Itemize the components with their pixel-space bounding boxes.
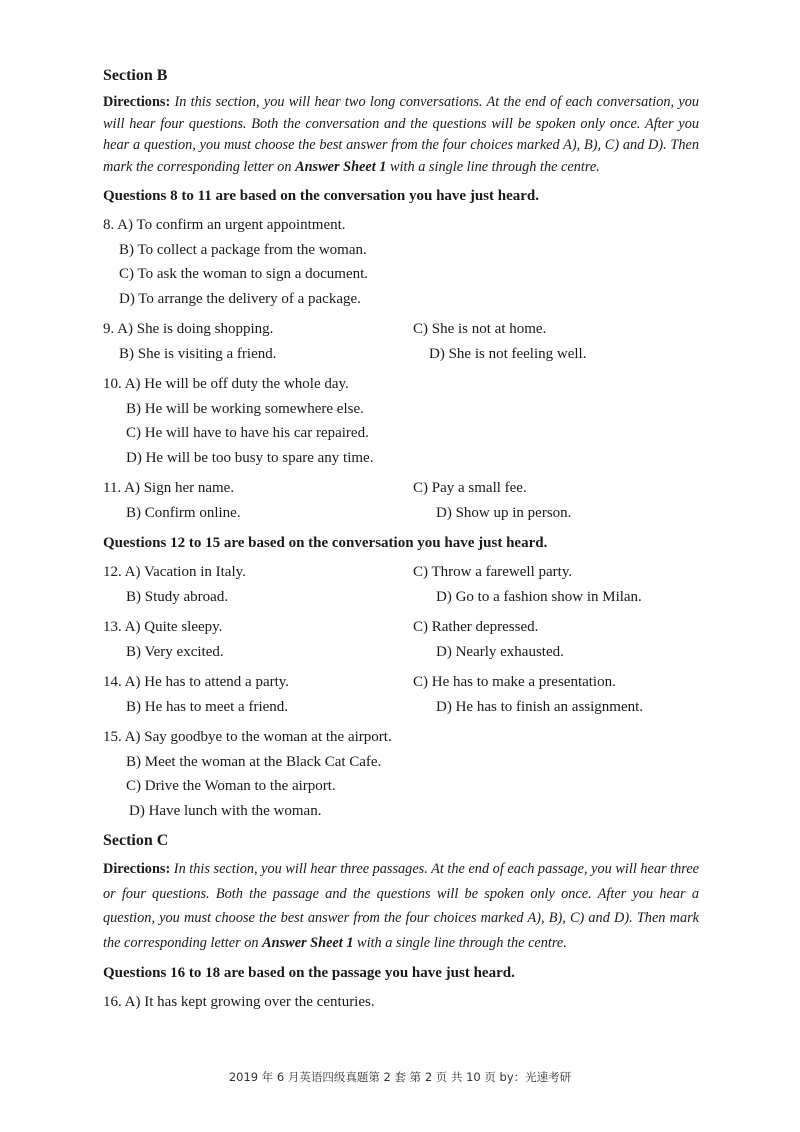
- option-c: C) Pay a small fee.: [413, 480, 527, 496]
- answer-sheet-ref: Answer Sheet 1: [295, 158, 387, 175]
- directions-label: Directions:: [103, 94, 171, 110]
- question-13: [103, 615, 699, 664]
- option-b: B) Very excited.: [126, 643, 224, 660]
- section-b-title: Section B: [103, 67, 168, 84]
- option-d: D) He will be too busy to spare any time.: [126, 449, 374, 466]
- directions-text: In this section, you will hear two long conversations. At the end of each conversation, you will hear four questions. Both the conversation and the questions will be spoken only once. After you hear a question, you must choose the best answer from the four choices marked A), B), C) and D). Then mark the corresponding letter on: [103, 94, 699, 175]
- option-a: 12. A) Vacation in Italy.: [103, 564, 246, 580]
- directions-label: Directions:: [103, 861, 171, 877]
- page-footer: 2019 年 6 月英语四级真题第 2 套 第 2 页 共 10 页 by：光速考研: [228, 1070, 572, 1084]
- option-c: C) He has to make a presentation.: [413, 674, 616, 690]
- group-heading-12-15: Questions 12 to 15 are based on the conversation you have just heard.: [103, 535, 548, 551]
- question-11: [103, 476, 699, 525]
- option-d: D) He has to finish an assignment.: [436, 698, 644, 715]
- option-d: D) Nearly exhausted.: [436, 643, 564, 660]
- option-a: 13. A) Quite sleepy.: [103, 619, 223, 635]
- section-c-directions: [103, 857, 699, 955]
- answer-sheet-ref: Answer Sheet 1: [262, 934, 354, 951]
- option-a: 10. A) He will be off duty the whole day.: [103, 376, 349, 392]
- option-d: D) She is not feeling well.: [429, 345, 587, 362]
- option-b: B) He has to meet a friend.: [126, 698, 289, 715]
- question-15: [103, 725, 699, 823]
- option-a: 16. A) It has kept growing over the centuries.: [103, 994, 375, 1010]
- section-b-directions: [103, 92, 699, 178]
- option-b: B) Confirm online.: [126, 504, 241, 521]
- option-c: C) He will have to have his car repaired.: [126, 425, 369, 441]
- directions-text-end: with a single line through the centre.: [353, 934, 567, 951]
- option-b: B) To collect a package from the woman.: [119, 241, 367, 258]
- option-a: 11. A) Sign her name.: [103, 480, 235, 496]
- option-c: C) She is not at home.: [413, 321, 547, 337]
- option-b: B) Meet the woman at the Black Cat Cafe.: [126, 753, 382, 770]
- option-b: B) Study abroad.: [126, 588, 229, 605]
- group-heading-8-11: Questions 8 to 11 are based on the conversation you have just heard.: [103, 188, 539, 204]
- option-d: D) Show up in person.: [436, 504, 572, 521]
- question-14: [103, 670, 699, 719]
- option-d: D) Have lunch with the woman.: [129, 802, 322, 819]
- question-9: [103, 317, 699, 366]
- option-c: C) Throw a farewell party.: [413, 564, 573, 580]
- option-a: 9. A) She is doing shopping.: [103, 321, 274, 337]
- option-a: 15. A) Say goodbye to the woman at the airport.: [103, 729, 392, 745]
- option-d: D) Go to a fashion show in Milan.: [436, 588, 642, 605]
- section-c-title: Section C: [103, 832, 169, 849]
- option-b: B) She is visiting a friend.: [119, 345, 277, 362]
- question-10: [103, 372, 699, 470]
- exam-page: [103, 66, 699, 1021]
- directions-text: In this section, you will hear three passages. At the end of each passage, you will hear three or four questions. Both the passage and the questions will be spoken only once. After you hear a question, you must choose the best answer from the four choices marked A), B), C) and D). Then mark the corresponding letter on: [103, 861, 700, 951]
- option-b: B) He will be working somewhere else.: [126, 400, 364, 417]
- group-heading-16-18: Questions 16 to 18 are based on the passage you have just heard.: [103, 965, 515, 981]
- option-c: C) To ask the woman to sign a document.: [119, 266, 369, 282]
- option-d: D) To arrange the delivery of a package.: [119, 290, 361, 307]
- option-c: C) Rather depressed.: [413, 619, 539, 635]
- option-c: C) Drive the Woman to the airport.: [126, 778, 336, 794]
- option-a: 8. A) To confirm an urgent appointment.: [103, 217, 346, 233]
- question-8: [103, 213, 699, 311]
- option-a: 14. A) He has to attend a party.: [103, 674, 290, 690]
- directions-text-end: with a single line through the centre.: [386, 158, 600, 175]
- question-16: [103, 990, 699, 1015]
- question-12: [103, 560, 699, 609]
